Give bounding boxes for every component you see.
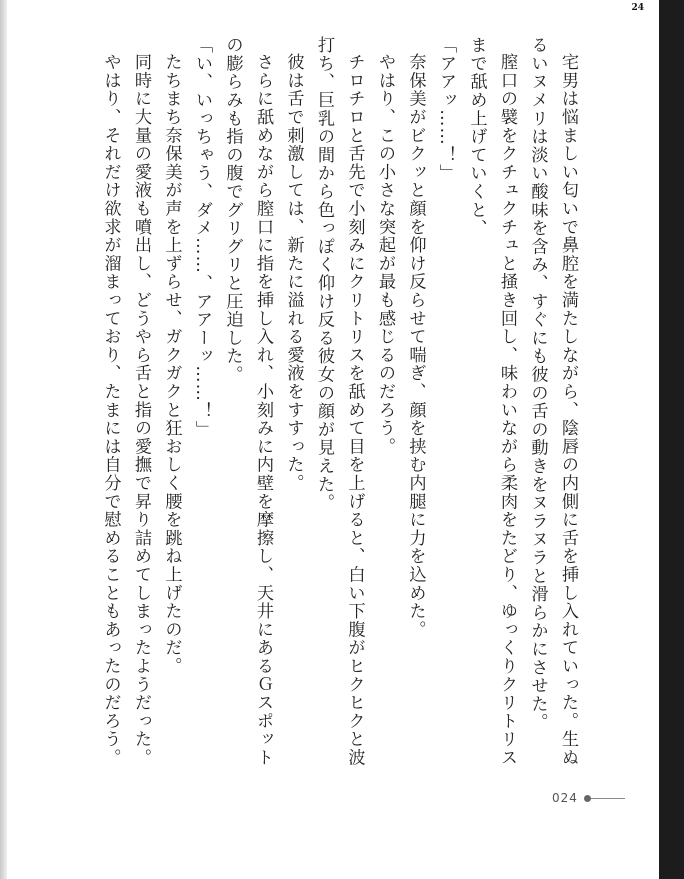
- text-line: 「アアッ……！」: [436, 36, 456, 183]
- page-shadow-edge: [0, 0, 7, 879]
- text-line: やはり、それだけ欲求が溜まっており、たまには自分で慰めることもあったのだろう。: [100, 53, 121, 767]
- text-line: 宅男は悩ましい匂いで鼻腔を満たしながら、陰唇の内側に舌を挿し入れていった。生ぬ: [558, 53, 578, 767]
- text-line: 膣口の襞をクチュクチュと掻き回し、味わいながら柔肉をたどり、ゆっくりクリトリス: [497, 53, 517, 767]
- viewer-side-bar: [659, 0, 684, 879]
- text-line: まで舐め上げていくと、: [466, 36, 487, 238]
- text-line: さらに舐めながら膣口に指を挿し入れ、小刻みに内壁を摩擦し、天井にあるＧスポット: [253, 53, 273, 767]
- text-line: 打ち、巨乳の間から色っぽく仰け反る彼女の顔が見えた。: [314, 36, 334, 512]
- viewer-page-number: 24: [631, 3, 644, 13]
- text-line: たちまち奈保美が声を上ずらせ、ガクガクと狂おしく腰を跳ね上げたのだ。: [161, 53, 182, 676]
- footer-dot-ornament: [584, 795, 591, 802]
- book-page: [7, 0, 659, 879]
- text-line: るいヌメリは淡い酸味を含み、すぐにも彼の舌の動きをヌラヌラと滑らかにさせた。: [527, 36, 548, 732]
- text-line: 同時に大量の愛液も噴出し、どうやら舌と指の愛撫で昇り詰めてしまったようだった。: [131, 53, 151, 767]
- page-footer: [552, 790, 625, 806]
- text-line: 彼は舌で刺激しては、新たに溢れる愛液をすすった。: [283, 53, 304, 493]
- text-line: チロチロと舌先で小刻みにクリトリスを舐めて目を上げると、白い下腹がヒクヒクと波: [344, 53, 365, 767]
- text-line: 「い、いっちゃう、ダメ……、アアーッ……！」: [192, 36, 212, 439]
- vertical-text-body: [95, 36, 583, 796]
- footer-page-number: 024: [552, 791, 578, 805]
- text-line: やはり、この小さな突起が最も感じるのだろう。: [375, 53, 395, 456]
- footer-rule-ornament: [591, 798, 625, 799]
- text-line: 奈保美がビクッと顔を仰け反らせて喘ぎ、顔を挟む内腿に力を込めた。: [405, 53, 426, 639]
- text-line: の膨らみも指の腹でグリグリと圧迫した。: [222, 36, 243, 384]
